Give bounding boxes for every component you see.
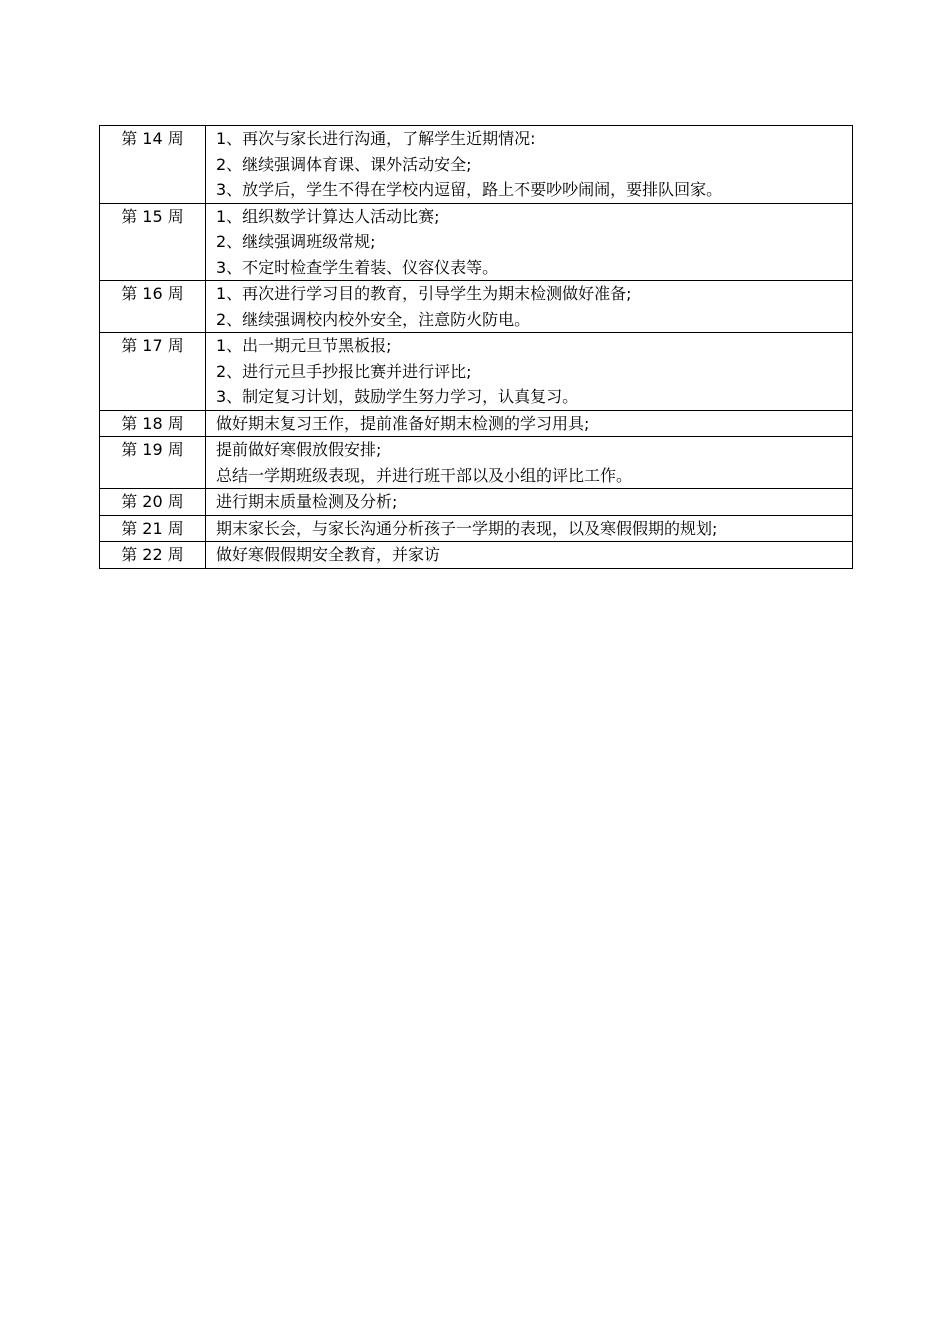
task-item: 2、继续强调班级常规; xyxy=(216,232,376,251)
task-item: 2、继续强调体育课、课外活动安全; xyxy=(216,154,472,174)
task-item: 2、进行元旦手抄报比赛并进行评比; xyxy=(216,361,472,381)
task-item: 1、出一期元旦节黑板报; xyxy=(216,336,392,355)
task-item: 1、再次进行学习目的教育，引导学生为期末检测做好准备; xyxy=(216,284,632,303)
task-list xyxy=(206,126,853,204)
task-list xyxy=(206,489,853,516)
task-item: 进行期末质量检测及分析; xyxy=(216,492,398,511)
week-label: 第 16 周 xyxy=(100,281,206,333)
task-list xyxy=(206,410,853,437)
task-list xyxy=(206,437,853,489)
table-row xyxy=(100,333,853,411)
task-item: 期末家长会，与家长沟通分析孩子一学期的表现，以及寒假假期的规划; xyxy=(216,518,718,538)
table-row xyxy=(100,489,853,516)
week-label: 第 15 周 xyxy=(100,203,206,281)
table-row xyxy=(100,437,853,489)
task-item: 总结一学期班级表现，并进行班干部以及小组的评比工作。 xyxy=(216,465,633,485)
task-list xyxy=(206,542,853,569)
week-label: 第 18 周 xyxy=(100,410,206,437)
task-item: 3、不定时检查学生着装、仪容仪表等。 xyxy=(216,257,499,277)
task-list xyxy=(206,203,853,281)
task-item: 做好寒假假期安全教育，并家访 xyxy=(216,545,441,564)
task-item: 1、再次与家长进行沟通，了解学生近期情况: xyxy=(216,129,536,148)
task-item: 3、放学后，学生不得在学校内逗留，路上不要吵吵闹闹，要排队回家。 xyxy=(216,180,723,199)
task-item: 提前做好寒假放假安排; xyxy=(216,440,382,459)
table-row xyxy=(100,410,853,437)
task-list xyxy=(206,281,853,333)
task-item: 2、继续强调校内校外安全，注意防火防电。 xyxy=(216,309,531,329)
table-row xyxy=(100,281,853,333)
week-label: 第 14 周 xyxy=(100,126,206,204)
table-row xyxy=(100,126,853,204)
table-row xyxy=(100,515,853,542)
week-label: 第 19 周 xyxy=(100,437,206,489)
task-list xyxy=(206,333,853,411)
weekly-schedule-table xyxy=(99,125,853,569)
task-item: 3、制定复习计划，鼓励学生努力学习，认真复习。 xyxy=(216,387,579,406)
task-item: 做好期末复习王作，提前准备好期末检测的学习用具; xyxy=(216,413,590,433)
task-item: 1、组织数学计算达人活动比赛; xyxy=(216,206,440,226)
task-list xyxy=(206,515,853,542)
week-label: 第 21 周 xyxy=(100,515,206,542)
table-row xyxy=(100,542,853,569)
week-label: 第 17 周 xyxy=(100,333,206,411)
week-label: 第 22 周 xyxy=(100,542,206,569)
table-row xyxy=(100,203,853,281)
week-label: 第 20 周 xyxy=(100,489,206,516)
